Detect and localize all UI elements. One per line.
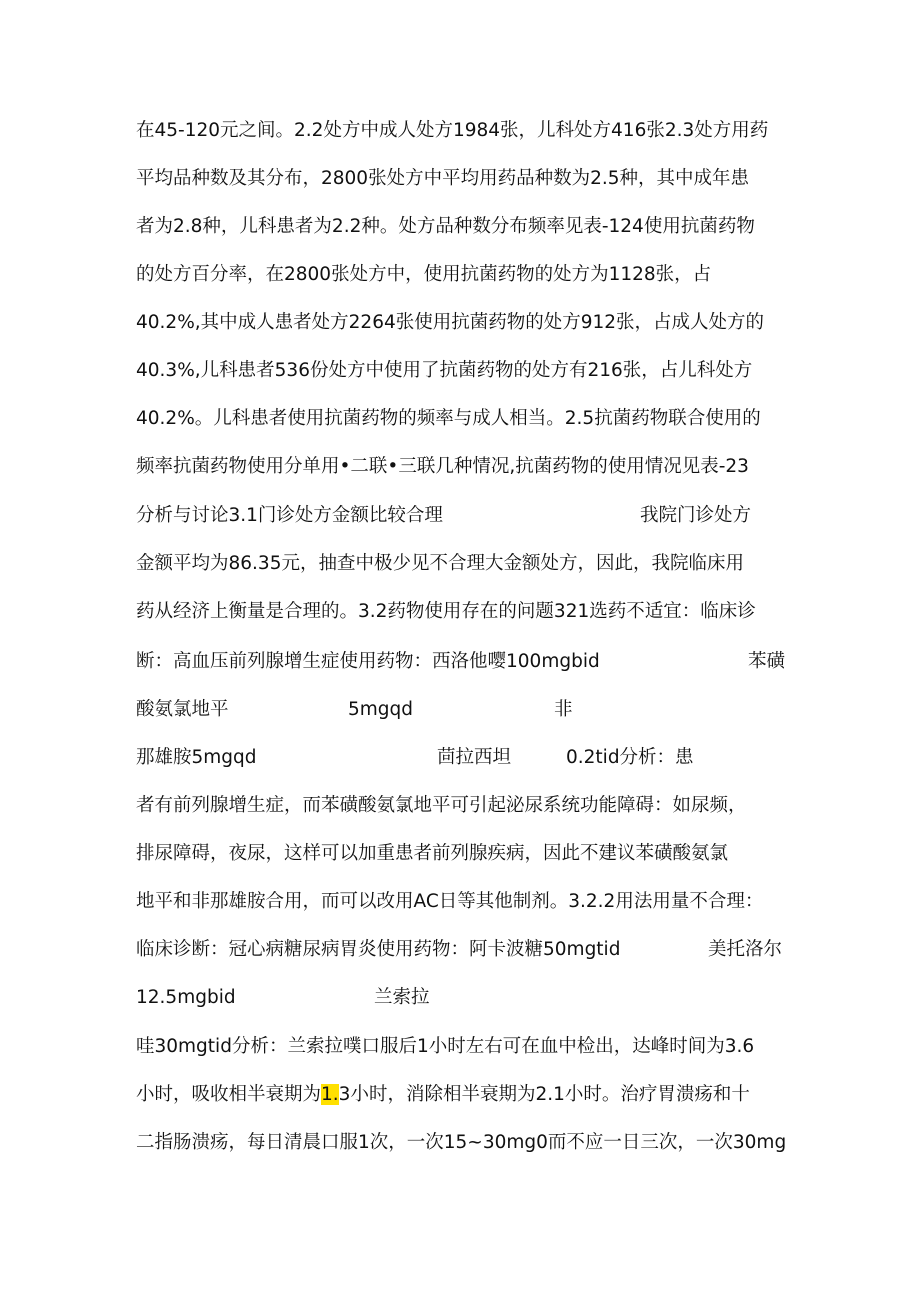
text-segment: 0.2tid分析：患: [566, 747, 694, 768]
text-line: 的处方百分率，在2800张处方中，使用抗菌药物的处方为1128张，占: [136, 264, 712, 285]
text-line-split: [136, 745, 796, 771]
text-segment: 美托洛尔: [708, 939, 783, 960]
text-line: 40.2%。儿科患者使用抗菌药物的频率与成人相当。2.5抗菌药物联合使用的: [136, 408, 761, 429]
text-segment: 那雄胺5mgqd: [136, 747, 257, 768]
text-line: 频率抗菌药物使用分单用•二联•三联几种情况,抗菌药物的使用情况见表-23: [136, 456, 749, 477]
text-line: 哇30mgtid分析：兰索拉噗口服后1小时左右可在血中检出，达峰时间为3.6: [136, 1036, 755, 1057]
text-line: 在45-120元之间。2.2处方中成人处方1984张，儿科处方416张2.3处方用药: [136, 120, 769, 141]
text-segment: 12.5mgbid: [136, 987, 236, 1008]
text-line-split: [136, 649, 796, 675]
text-line-highlight: [136, 1082, 796, 1108]
text-line: 40.3%,儿科患者536份处方中使用了抗菌药物的处方有216张，占儿科处方: [136, 360, 753, 381]
highlighted-text: 1.: [321, 1084, 339, 1105]
text-segment: 苯磺: [748, 651, 786, 672]
text-line: 金额平均为86.35元，抽查中极少见不合理大金额处方，因此，我院临床用: [136, 553, 744, 574]
text-line: 排尿障碍，夜尿，这样可以加重患者前列腺疾病，因此不建议苯磺酸氨氯: [136, 843, 729, 864]
text-line-split: [136, 503, 796, 529]
text-line: 40.2%,其中成人患者处方2264张使用抗菌药物的处方912张，占成人处方的: [136, 312, 765, 333]
text-line: 者为2.8种，儿科患者为2.2种。处方品种数分布频率见表-124使用抗菌药物: [136, 216, 755, 237]
text-line: 者有前列腺增生症，而苯磺酸氨氯地平可引起泌尿系统功能障碍：如尿频，: [136, 795, 747, 816]
text-line: 平均品种数及其分布，2800张处方中平均用药品种数为2.5种，其中成年患: [136, 168, 750, 189]
text-line: 药从经济上衡量是合理的。3.2药物使用存在的问题321选药不适宜：临床诊: [136, 601, 756, 622]
text-segment: 非: [554, 699, 573, 720]
text-segment: 临床诊断：冠心病糖尿病胃炎使用药物：阿卡波糖50mgtid: [136, 939, 621, 960]
text-segment: 5mgqd: [348, 699, 414, 720]
text-segment: 小时，吸收相半衰期为: [136, 1084, 322, 1105]
text-line: 地平和非那雄胺合用，而可以改用AC日等其他制剂。3.2.2用法用量不合理：: [136, 891, 764, 912]
text-segment: 酸氨氯地平: [136, 699, 229, 720]
text-segment: 我院门诊处方: [640, 505, 752, 526]
text-segment: 分析与讨论3.1门诊处方金额比较合理: [136, 505, 443, 526]
text-segment: 3小时，消除相半衰期为2.1小时。治疗胃溃疡和十: [338, 1084, 750, 1105]
text-line-split: [136, 697, 796, 723]
text-segment: 兰索拉: [374, 987, 430, 1008]
text-line: 二指肠溃疡，每日清晨口服1次，一次15~30mg0而不应一日三次，一次30mg: [136, 1132, 787, 1153]
text-segment: 茴拉西坦: [437, 747, 512, 768]
text-line-split: [136, 985, 796, 1011]
text-line-split: [136, 937, 796, 963]
text-segment: 断：高血压前列腺增生症使用药物：西洛他嘤100mgbid: [136, 651, 600, 672]
